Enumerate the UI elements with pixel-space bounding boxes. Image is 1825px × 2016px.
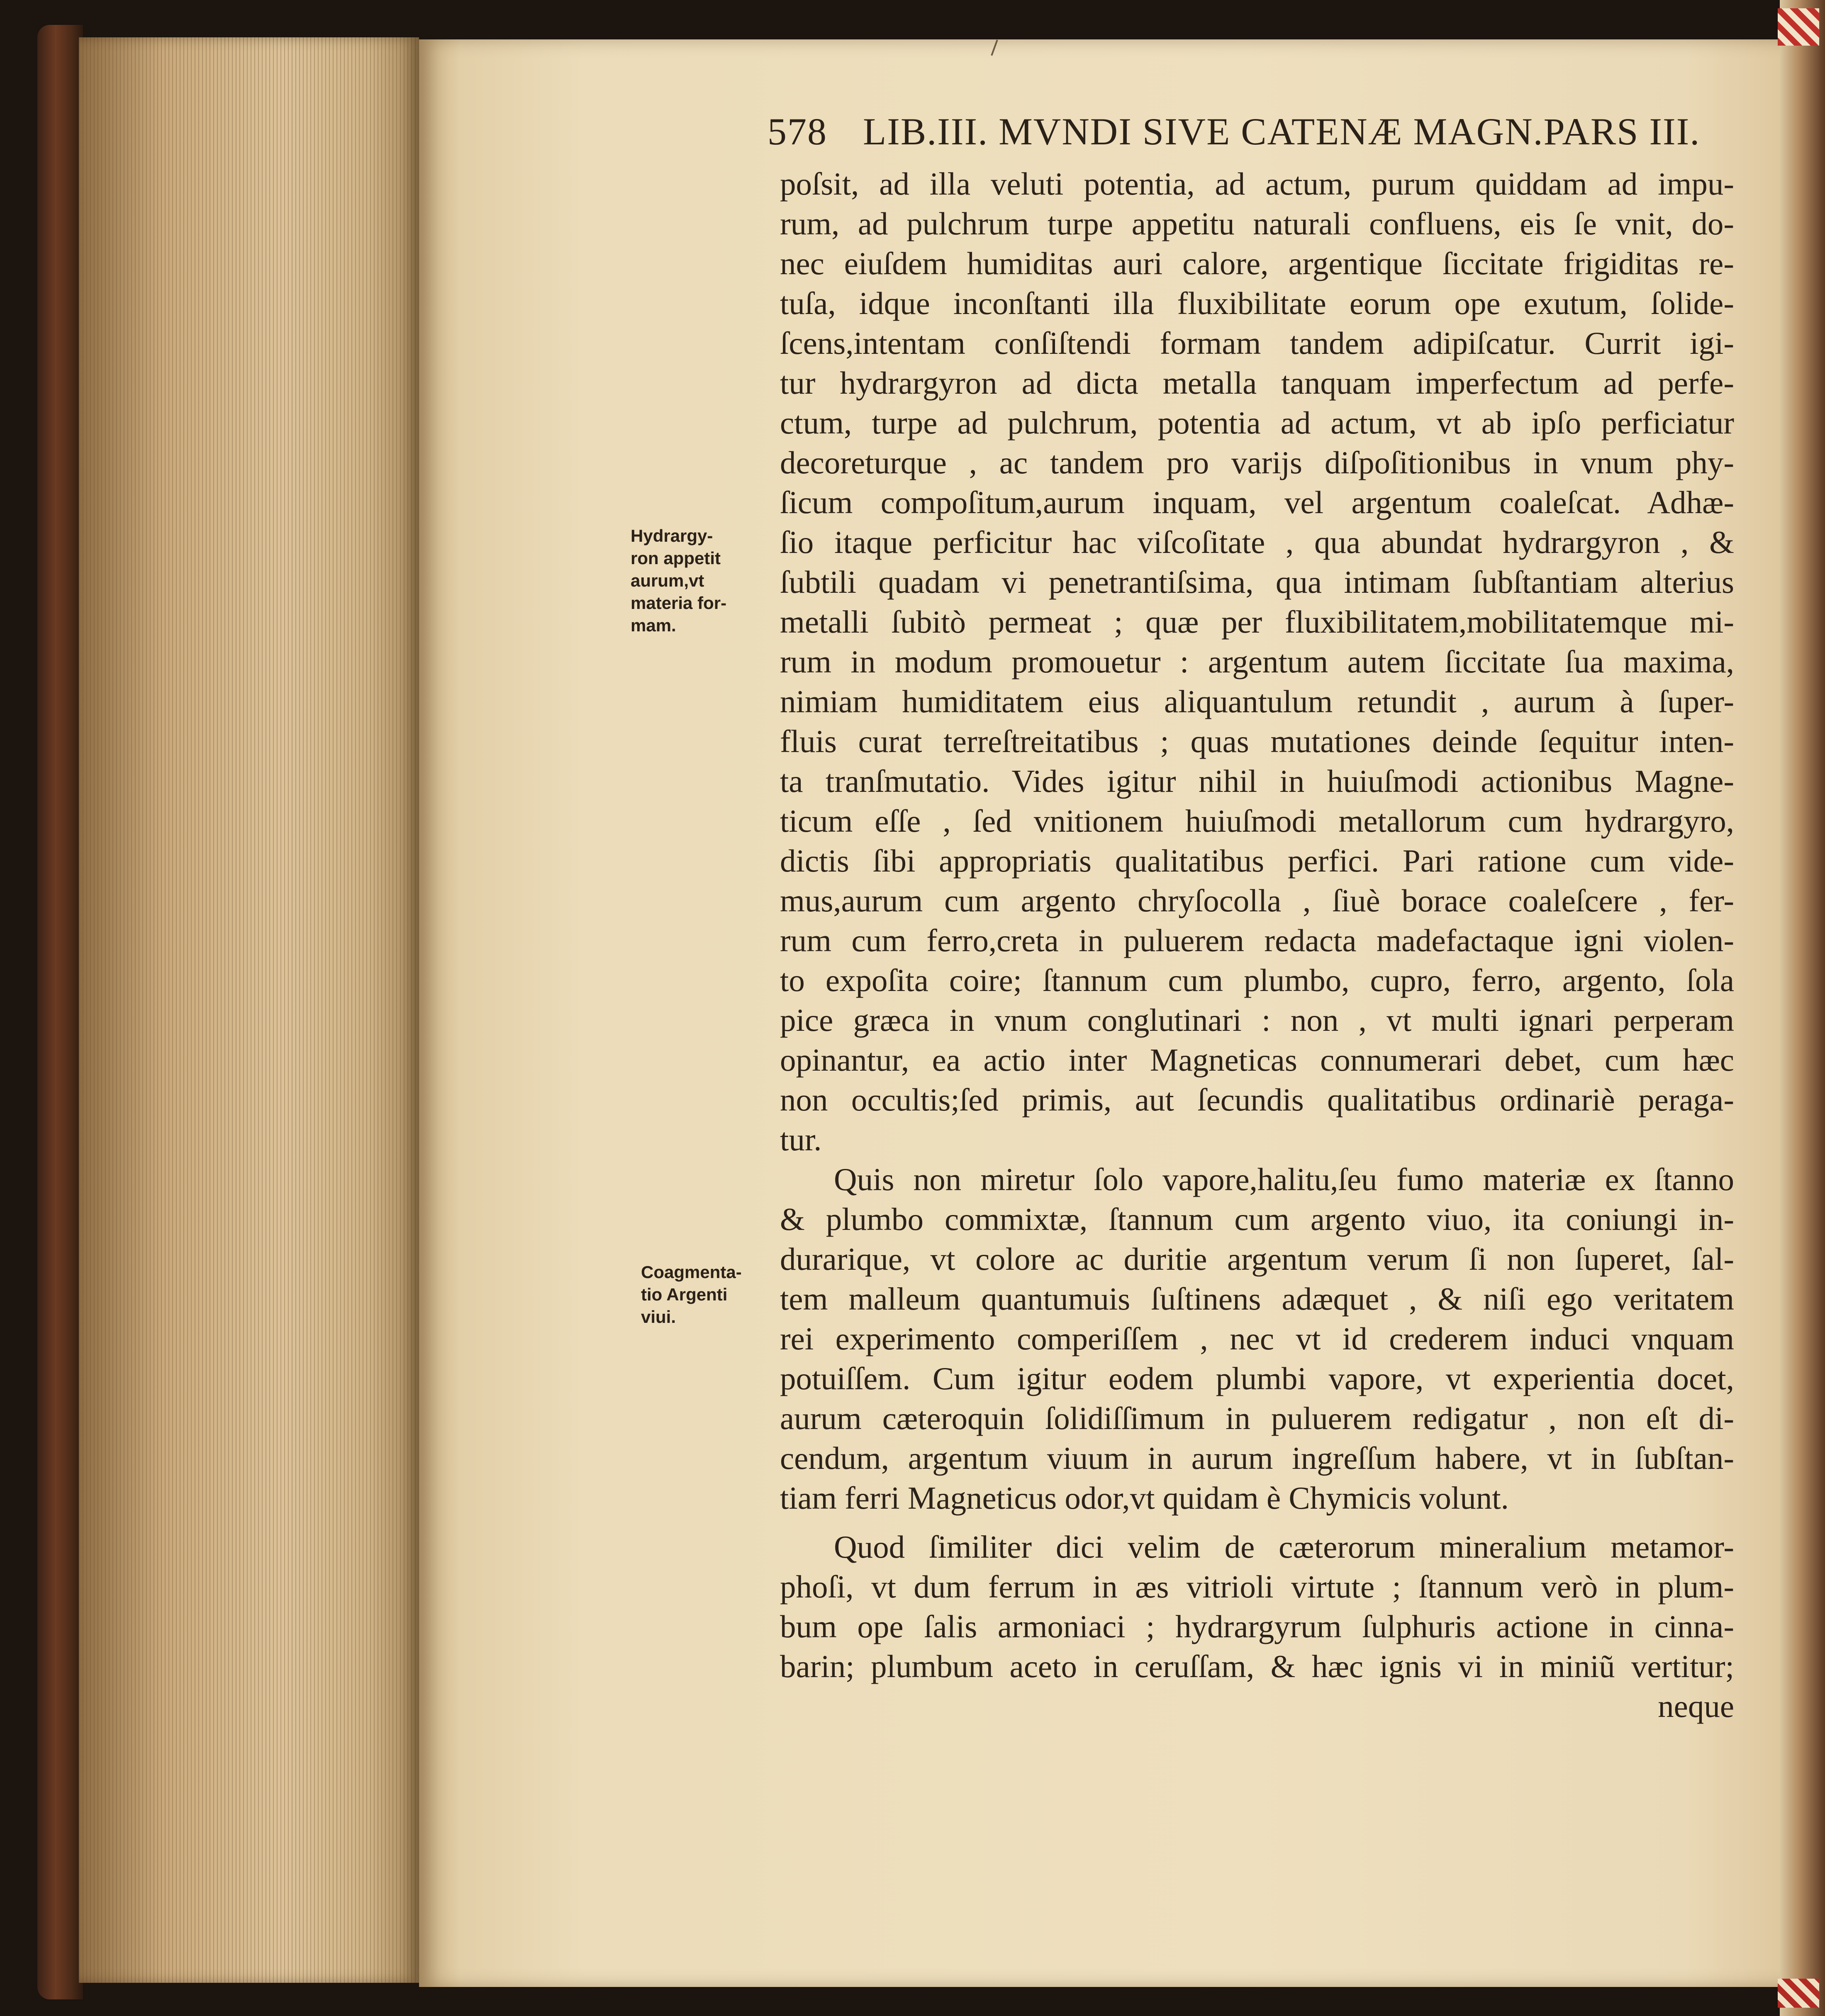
text-line: nec eiuſdem humiditas auri calore, argentique ſiccitate frigiditas re-: [780, 246, 1734, 281]
text-line: ſcens,intentam conſiſtendi formam tandem adipiſcatur. Currit igi-: [780, 325, 1734, 361]
text-line: ticum eſſe , ſed vnitionem huiuſmodi metallorum cum hydrargyro,: [780, 803, 1734, 839]
text-line: decoreturque , ac tandem pro varijs diſpoſitionibus in vnum phy-: [780, 445, 1734, 480]
text-line: barin; plumbum aceto in ceruſſam, & hæc ignis vi in miniũ vertitur;: [780, 1648, 1734, 1684]
margin-note-line: tio Argenti: [641, 1285, 728, 1304]
text-line: ſicum compoſitum,aurum inquam, vel argentum coaleſcat. Adhæ-: [780, 485, 1734, 520]
page-number: 578: [768, 110, 827, 153]
margin-note-line: Coagmenta-: [641, 1262, 742, 1282]
text-line: potuiſſem. Cum igitur eodem plumbi vapore, vt experientia docet,: [780, 1361, 1734, 1396]
text-line: rum in modum promouetur : argentum autem ſiccitate ſua maxima,: [780, 644, 1734, 679]
text-line: aurum cæteroquin ſolidiſſimum in puluerem redigatur , non eſt di-: [780, 1400, 1734, 1436]
margin-note-line: mam.: [631, 616, 676, 635]
paragraph-gap: [780, 1518, 1734, 1527]
text-line: poſsit, ad illa veluti potentia, ad actum, purum quiddam ad impu-: [780, 166, 1734, 202]
text-line: tiam ferri Magneticus odor,vt quidam è Chymicis volunt.: [780, 1480, 1509, 1516]
text-line: Quod ſimiliter dici velim de cæterorum mineralium metamor-: [834, 1529, 1734, 1565]
text-line: phoſi, vt dum ferrum in æs vitrioli virtute ; ſtannum verò in plum-: [780, 1569, 1734, 1605]
text-line: opinantur, ea actio inter Magneticas connumerari debet, cum hæc: [780, 1042, 1734, 1078]
paragraph-3: [780, 1527, 1734, 1686]
text-line: tur hydrargyron ad dicta metalla tanquam imperfectum ad perfe-: [780, 365, 1734, 401]
text-line: & plumbo commixtæ, ſtannum cum argento viuo, ita coniungi in-: [780, 1201, 1734, 1237]
margin-note-line: aurum,vt: [631, 571, 704, 590]
margin-note-coagmentatio: [641, 1261, 774, 1328]
text-line: pice græca in vnum conglutinari : non , vt multi ignari perperam: [780, 1002, 1734, 1038]
text-line: bum ope ſalis armoniaci ; hydrargyrum ſulphuris actione in cinna-: [780, 1609, 1734, 1644]
running-title: LIB.III. MVNDI SIVE CATENÆ MAGN.PARS III.: [863, 110, 1701, 153]
margin-note-hydrargyron: [631, 525, 763, 637]
text-line: durarique, vt colore ac duritie argentum verum ſi non ſuperet, ſal-: [780, 1241, 1734, 1277]
text-line: dictis ſibi appropriatis qualitatibus perfici. Pari ratione cum vide-: [780, 843, 1734, 879]
text-line: ſio itaque perficitur hac viſcoſitate , qua abundat hydrargyron , &: [780, 524, 1734, 560]
margin-note-line: materia for-: [631, 593, 727, 613]
text-line: nimiam humiditatem eius aliquantulum retundit , aurum à ſuper-: [780, 684, 1734, 719]
book-cover-edge: [37, 25, 83, 1999]
text-line: rum, ad pulchrum turpe appetitu naturali confluens, eis ſe vnit, do-: [780, 206, 1734, 241]
text-line: fluis curat terreſtreitatibus ; quas mutationes deinde ſequitur inten-: [780, 723, 1734, 759]
text-line: rei experimento comperiſſem , nec vt id crederem induci vnquam: [780, 1321, 1734, 1356]
text-line: tem malleum quantumuis ſuſtinens adæquet , & niſi ego veritatem: [780, 1281, 1734, 1317]
ribbon-marker-top: [1778, 8, 1819, 46]
text-line: ſubtili quadam vi penetrantiſsima, qua intimam ſubſtantiam alterius: [780, 564, 1734, 600]
text-line: non occultis;ſed primis, aut ſecundis qualitatibus ordinariè peraga-: [780, 1082, 1734, 1118]
text-line: rum cum ferro,creta in puluerem redacta madefactaque igni violen-: [780, 923, 1734, 958]
paragraph-2: [780, 1159, 1734, 1518]
paragraph-1: [780, 164, 1734, 1159]
text-line: Quis non miretur ſolo vapore,halitu,ſeu fumo materiæ ex ſtanno: [834, 1161, 1734, 1197]
text-line: to expoſita coire; ſtannum cum plumbo, cupro, ferro, argento, ſola: [780, 962, 1734, 998]
page-edges-stack: [79, 37, 419, 1983]
text-line: tur.: [780, 1122, 822, 1157]
body-text: [780, 164, 1734, 1726]
text-line: ctum, turpe ad pulchrum, potentia ad actum, vt ab ipſo perficiatur: [780, 405, 1734, 441]
text-line: tuſa, idque inconſtanti illa fluxibilitate eorum ope exutum, ſolide-: [780, 285, 1734, 321]
text-line: mus,aurum cum argento chryſocolla , ſiuè borace coaleſcere , fer-: [780, 883, 1734, 918]
margin-note-line: viui.: [641, 1307, 676, 1327]
facing-page-edge: [1780, 0, 1825, 2016]
text-line: metalli ſubitò permeat ; quæ per fluxibilitatem,mobilitatemque mi-: [780, 604, 1734, 640]
margin-note-line: ron appetit: [631, 548, 721, 568]
catchword: neque: [1658, 1688, 1734, 1724]
margin-note-line: Hydrargy-: [631, 526, 713, 545]
text-line: ta tranſmutatio. Vides igitur nihil in huiuſmodi actionibus Magne-: [780, 763, 1734, 799]
text-line: cendum, argentum viuum in aurum ingreſſum habere, vt in ſubſtan-: [780, 1440, 1734, 1476]
ribbon-marker-bottom: [1778, 1979, 1819, 2008]
running-header: [768, 109, 1738, 154]
